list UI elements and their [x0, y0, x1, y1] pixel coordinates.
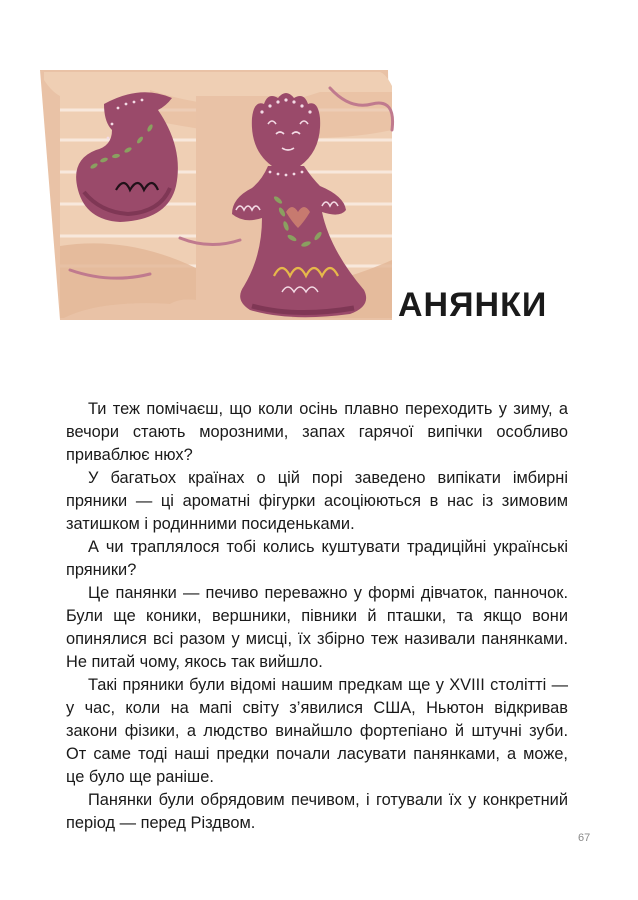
paragraph: У багатьох країнах о цій порі заведено випікати імбирні пряники — ці ароматні фігурки асоціюються в нас із зимовим затишком і родинними посиденьками.: [66, 469, 568, 533]
paragraph: Такі пряники були відомі нашим предкам ще у XVIII столітті — у час, коли на мапі світу з’явилися США, Ньютон відкривав закони фізики, а людство винайшло фортепіано й штучні зуби. От саме тоді наші предки почали ласувати панянками, а може, це було ще раніше.: [66, 676, 568, 786]
page-title: АНЯНКИ: [398, 286, 548, 324]
paragraph: А чи траплялося тобі колись куштувати традиційні українські пряники?: [66, 538, 568, 579]
body-text: [66, 398, 568, 835]
paragraph: Панянки були обрядовим печивом, і готували їх у конкретний період — перед Різдвом.: [66, 791, 568, 832]
page-number: 67: [578, 832, 591, 844]
drop-cap-letter: П: [216, 320, 217, 321]
paragraph: Ти теж помічаєш, що коли осінь плавно переходить у зиму, а вечори стають морозними, запах гарячої випічки особливо приваблює нюх?: [66, 400, 568, 464]
paragraph: Це панянки — печиво переважно у формі дівчаток, панночок. Були ще коники, вершники, півники й пташки, та якщо вони опинялися всі разом у мисці, їх збірно теж називали панянками. Не питай чому, якось так вийшло.: [66, 584, 568, 671]
